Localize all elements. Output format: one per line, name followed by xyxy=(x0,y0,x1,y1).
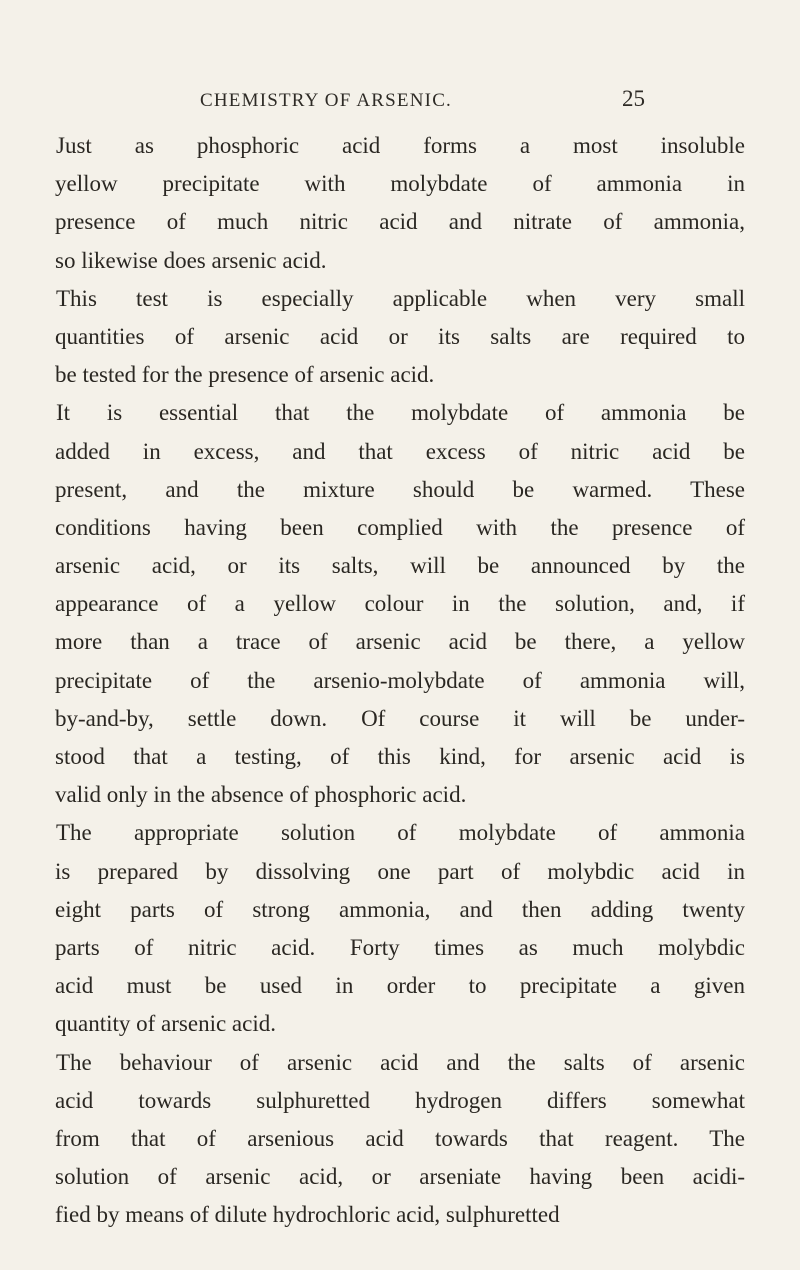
text-line: arsenic acid, or its salts, will be announced by the xyxy=(55,553,745,579)
paragraph xyxy=(55,127,745,280)
text-line: The appropriate solution of molybdate of ammonia xyxy=(56,820,745,846)
text-line: quantities of arsenic acid or its salts are required to xyxy=(55,323,745,349)
text-line: presence of much nitric acid and nitrate of ammonia, xyxy=(55,209,745,235)
text-line: quantity of arsenic acid. xyxy=(55,1011,276,1037)
text-line: stood that a testing, of this kind, for arsenic acid is xyxy=(55,744,745,769)
text-line: present, and the mixture should be warmed. These xyxy=(55,476,745,502)
text-line: precipitate of the arsenio-molybdate of ammonia will, xyxy=(55,667,745,693)
text-line: eight parts of strong ammonia, and then adding twenty xyxy=(55,896,745,922)
text-line: This test is especially applicable when very small xyxy=(56,285,745,311)
text-line: so likewise does arsenic acid. xyxy=(55,247,327,273)
text-line: added in excess, and that excess of nitric acid be xyxy=(55,438,745,464)
text-line: Just as phosphoric acid forms a most insoluble xyxy=(56,133,745,158)
text-line: is prepared by dissolving one part of molybdic acid in xyxy=(55,858,745,884)
text-line: fied by means of dilute hydrochloric acid, sulphuretted xyxy=(55,1202,560,1228)
text-line: conditions having been complied with the presence of xyxy=(55,514,745,540)
text-line: by-and-by, settle down. Of course it will be under- xyxy=(55,705,745,731)
text-line: It is essential that the molybdate of ammonia be xyxy=(56,400,745,426)
paragraph xyxy=(55,814,745,1043)
running-head: CHEMISTRY OF ARSENIC. xyxy=(200,90,453,111)
text-line: be tested for the presence of arsenic acid. xyxy=(55,362,435,388)
text-line: from that of arsenious acid towards that reagent. The xyxy=(55,1125,745,1151)
text-line: acid towards sulphuretted hydrogen differs somewhat xyxy=(55,1087,745,1113)
text-line: appearance of a yellow colour in the solution, and, if xyxy=(55,591,745,617)
page-number: 25 xyxy=(622,86,645,111)
text-line: The behaviour of arsenic acid and the salts of arsenic xyxy=(56,1049,745,1075)
paragraph xyxy=(55,1044,745,1235)
text-line: more than a trace of arsenic acid be there, a yellow xyxy=(55,629,745,655)
text-line: solution of arsenic acid, or arseniate having been acidi- xyxy=(55,1164,745,1190)
paragraph xyxy=(55,280,745,395)
text-line: yellow precipitate with molybdate of ammonia in xyxy=(55,171,745,197)
text-line: acid must be used in order to precipitate a given xyxy=(55,973,745,999)
paragraph xyxy=(55,394,745,814)
text-line: valid only in the absence of phosphoric acid. xyxy=(55,782,467,808)
body-text xyxy=(55,127,745,1234)
text-line: parts of nitric acid. Forty times as much molybdic xyxy=(55,934,745,960)
